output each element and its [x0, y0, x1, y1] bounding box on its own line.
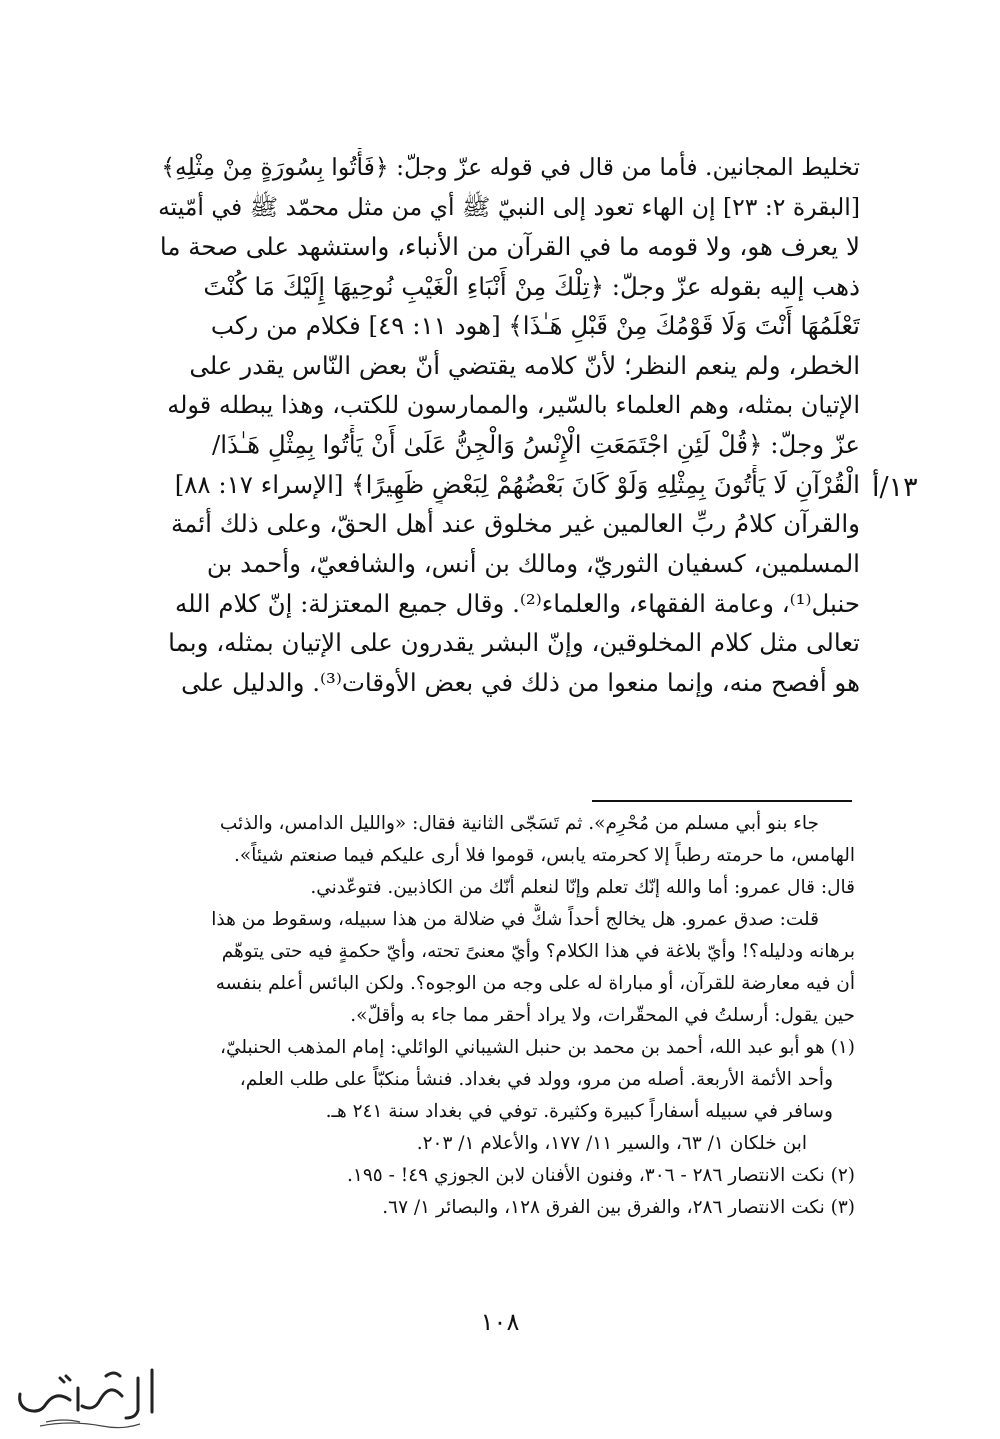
body-line: الْقُرْآنِ لَا يَأْتُونَ بِمِثْلِهِ وَلَوْ كَانَ بَعْضُهُمْ لِبَعْضٍ ظَهِيرًا﴾ [الإسراء ١٧: ٨٨] — [174, 469, 860, 499]
footnote-divider — [592, 800, 852, 802]
footnote-line: الهامس، ما حرمته رطباً إلا كحرمته يابس، قوموا فلا أرى عليكم فيما صنعتم شيئاً». — [234, 845, 855, 866]
body-line: الخطر، ولم ينعم النظر؛ لأنّ كلامه يقتضي أنّ بعض النّاس يقدر على — [189, 350, 860, 380]
body-line: [البقرة ٢: ٢٣] إن الهاء تعود إلى النبيّ ﷺ أي من مثل محمّد ﷺ في أمّيته — [158, 192, 860, 221]
body-line: عزّ وجلّ: ﴿قُلْ لَئِنِ اجْتَمَعَتِ الْإِنْسُ وَالْجِنُّ عَلَىٰ أَنْ يَأْتُوا بِمِثْلِ هَـٰذَا/ — [212, 430, 860, 460]
footnote-line: ابن خلكان ١/ ٦٣، والسير ١١/ ١٧٧، والأعلام ١/ ٢٠٣. — [416, 1133, 807, 1154]
main-text-block — [155, 148, 860, 702]
footnote-line: وأحد الأئمة الأربعة. أصله من مرو، وولد في بغداد. فنشأ منكبّاً على طلب العلم، — [239, 1069, 833, 1090]
body-line: حنبل⁽¹⁾، وعامة الفقهاء، والعلماء⁽²⁾. وقال جميع المعتزلة: إنّ كلام الله — [175, 588, 860, 618]
body-line: لا يعرف هو، ولا قومه ما في القرآن من الأنباء، واستشهد على صحة ما — [159, 232, 860, 262]
footnote-line: (١) هو أبو عبد الله، أحمد بن محمد بن حنبل الشيباني الوائلي: إمام المذهب الحنبليّ، — [220, 1037, 855, 1058]
footnote-line: جاء بنو أبي مسلم من مُحْرِم». ثم تَسَجّى الثانية فقال: «والليل الدامس، والذئب — [219, 813, 819, 834]
page-number: ١٠٨ — [480, 1308, 520, 1336]
footnote-line: أن فيه معارضة للقرآن، أو مباراة له على وجه من الوجوه؟. ولكن البائس أعلم بنفسه — [215, 973, 855, 994]
footnotes-block — [155, 808, 855, 1224]
footnote-line: (٢) نكت الانتصار ٢٨٦ - ٣٠٦، وفنون الأفنان لابن الجوزي ٤٩! - ١٩٥. — [347, 1165, 855, 1186]
footnote-line: (٣) نكت الانتصار ٢٨٦، والفرق بين الفرق ١٢٨، والبصائر ١/ ٦٧. — [382, 1197, 855, 1218]
body-line: ذهب إليه بقوله عزّ وجلّ: ﴿تِلْكَ مِنْ أَنْبَاءِ الْغَيْبِ نُوحِيهَا إِلَيْكَ مَا كُنْتَ — [203, 271, 860, 301]
calligraphic-seal-icon — [10, 1360, 170, 1432]
body-line: المسلمين، كسفيان الثوريّ، ومالك بن أنس، والشافعيّ، وأحمد بن — [206, 548, 860, 578]
body-line: والقرآن كلامُ ربِّ العالمين غير مخلوق عند أهل الحقّ، وعلى ذلك أئمة — [170, 509, 860, 539]
footnote-line: حين يقول: أرسلتُ في المحقّرات، ولا يراد أحقر مما جاء به وأقلّ». — [350, 1005, 855, 1026]
footnote-line: وسافر في سبيله أسفاراً كبيرة وكثيرة. توفي في بغداد سنة ٢٤١ هـ. — [325, 1101, 833, 1122]
footnote-line: قال: قال عمرو: أما والله إنّك تعلم وإنّا لنعلم أنّك من الكاذبين. فتوعّدني. — [310, 877, 855, 898]
body-line: تعالى مثل كلام المخلوقين، وإنّ البشر يقدرون على الإتيان بمثله، وبما — [168, 628, 860, 658]
body-line: الإتيان بمثله، وهم العلماء بالسّير، والممارسون للكتب، وهذا يبطله قوله — [167, 390, 860, 419]
body-line: هو أفصح منه، وإنما منعوا من ذلك في بعض الأوقات⁽³⁾. والدليل على — [181, 667, 860, 697]
folio-mark: ١٣/أ — [872, 472, 918, 503]
footnote-line: برهانه ودليله؟! وأيّ بلاغة في هذا الكلام؟ وأيّ معنىً تحته، وأيّ حكمةٍ فيه حتى يتوهّم — [221, 941, 855, 962]
footnote-line: قلت: صدق عمرو. هل يخالج أحداً شكٌّ في ضلالة من هذا سبيله، وسقوط من هذا — [211, 909, 819, 930]
body-line: تخليط المجانين. فأما من قال في قوله عزّ وجلّ: ﴿فَأْتُوا بِسُورَةٍ مِنْ مِثْلِهِ﴾ — [161, 153, 860, 181]
body-line: تَعْلَمُهَا أَنْتَ وَلَا قَوْمُكَ مِنْ قَبْلِ هَـٰذَا﴾ [هود ١١: ٤٩] فكلام من ركب — [210, 311, 860, 341]
